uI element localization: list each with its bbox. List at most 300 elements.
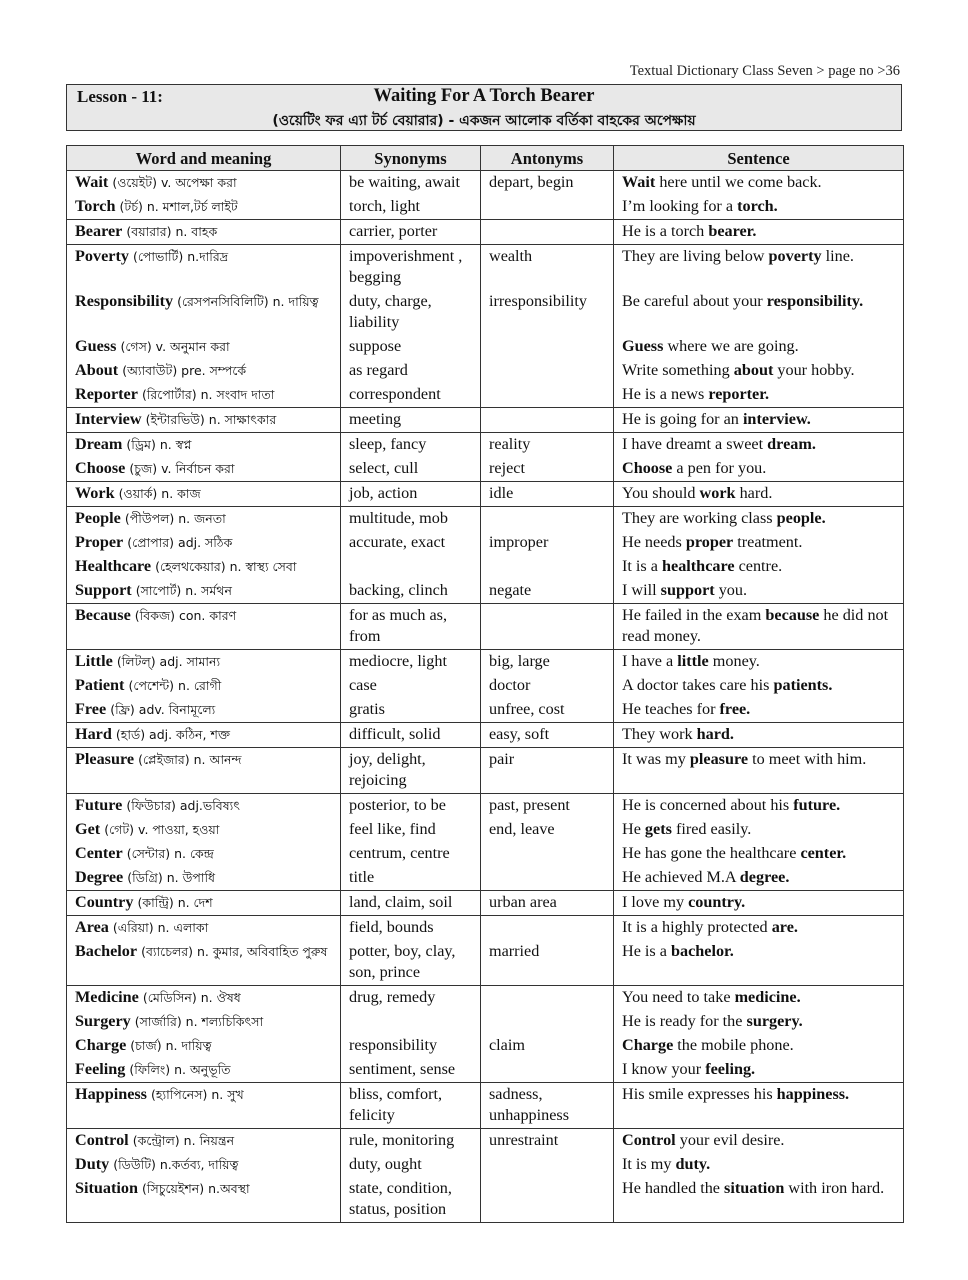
table-row bbox=[67, 220, 904, 245]
sentence-keyword: bachelor. bbox=[671, 942, 734, 960]
sentence-keyword: dream. bbox=[767, 435, 816, 453]
sentence-text: You need to take bbox=[622, 988, 735, 1006]
sentence-text: money. bbox=[708, 652, 760, 670]
sentence-cell bbox=[614, 359, 904, 383]
bengali-meaning: (লিটল্) adj. সামান্য bbox=[116, 654, 221, 669]
table-row bbox=[67, 555, 904, 579]
table-row bbox=[67, 818, 904, 842]
sentence-cell bbox=[614, 1083, 904, 1129]
antonyms-cell bbox=[481, 604, 614, 650]
table-row bbox=[67, 866, 904, 891]
word: Because bbox=[75, 606, 131, 624]
word: Future bbox=[75, 796, 123, 814]
table-header-row bbox=[67, 146, 904, 171]
synonyms-cell bbox=[341, 1010, 481, 1034]
sentence-keyword: torch. bbox=[737, 197, 778, 215]
synonyms-cell: case bbox=[341, 674, 481, 698]
sentence-text: hard. bbox=[735, 484, 773, 502]
sentence-cell bbox=[614, 245, 904, 291]
table-row bbox=[67, 579, 904, 604]
bengali-meaning: (ফিলিং) n. অনুভূতি bbox=[129, 1062, 231, 1077]
word-cell bbox=[67, 457, 341, 482]
antonyms-cell: pair bbox=[481, 748, 614, 794]
synonyms-cell: mediocre, light bbox=[341, 650, 481, 675]
sentence-cell bbox=[614, 674, 904, 698]
antonyms-cell: irresponsibility bbox=[481, 290, 614, 335]
table-row bbox=[67, 986, 904, 1011]
bengali-meaning: (রিপোর্টার) n. সংবাদ দাতা bbox=[141, 387, 275, 402]
bengali-meaning: (রেসপনসিবিলিটি) n. দায়িত্ব bbox=[177, 294, 319, 309]
antonyms-cell: wealth bbox=[481, 245, 614, 291]
synonyms-cell: difficult, solid bbox=[341, 723, 481, 748]
word-cell bbox=[67, 1177, 341, 1223]
sentence-cell bbox=[614, 1129, 904, 1154]
word-cell bbox=[67, 1129, 341, 1154]
bengali-meaning: (হ্যাপিনেস) n. সুখ bbox=[151, 1087, 244, 1102]
synonyms-cell: be waiting, await bbox=[341, 171, 481, 196]
bengali-meaning: (পীউপল) n. জনতা bbox=[124, 511, 226, 526]
synonyms-cell: drug, remedy bbox=[341, 986, 481, 1011]
word: Healthcare bbox=[75, 557, 152, 575]
antonyms-cell bbox=[481, 359, 614, 383]
word: Country bbox=[75, 893, 134, 911]
sentence-keyword: degree. bbox=[739, 868, 790, 886]
sentence-cell bbox=[614, 986, 904, 1011]
antonyms-cell: married bbox=[481, 940, 614, 986]
bengali-meaning: (গেট) v. পাওয়া, হওয়া bbox=[104, 822, 220, 837]
sentence-keyword: Choose bbox=[622, 459, 673, 477]
word-cell bbox=[67, 940, 341, 986]
table-row bbox=[67, 383, 904, 408]
antonyms-cell: big, large bbox=[481, 650, 614, 675]
sentence-cell bbox=[614, 335, 904, 359]
sentence-keyword: are. bbox=[771, 918, 798, 936]
sentence-text: He needs bbox=[622, 533, 686, 551]
table-row bbox=[67, 359, 904, 383]
sentence-keyword: Charge bbox=[622, 1036, 674, 1054]
antonyms-cell: sadness, unhappiness bbox=[481, 1083, 614, 1129]
synonyms-cell: duty, ought bbox=[341, 1153, 481, 1177]
sentence-text: You should bbox=[622, 484, 700, 502]
bengali-meaning: (টর্চ) n. মশাল,টর্চ লাইট bbox=[119, 199, 238, 214]
word-cell bbox=[67, 245, 341, 291]
word: Get bbox=[75, 820, 101, 838]
sentence-keyword: Control bbox=[622, 1131, 676, 1149]
sentence-text: fired easily. bbox=[671, 820, 752, 838]
bengali-meaning: (ওয়েইট) v. অপেক্ষা করা bbox=[112, 175, 237, 190]
antonyms-cell bbox=[481, 220, 614, 245]
sentence-keyword: patients. bbox=[773, 676, 833, 694]
table-row bbox=[67, 335, 904, 359]
synonyms-cell: duty, charge, liability bbox=[341, 290, 481, 335]
table-row bbox=[67, 1129, 904, 1154]
antonyms-cell: unrestraint bbox=[481, 1129, 614, 1154]
word-cell bbox=[67, 433, 341, 458]
sentence-cell bbox=[614, 195, 904, 220]
sentence-keyword: interview. bbox=[742, 410, 811, 428]
bengali-meaning: (সেন্টার) n. কেন্দ্র bbox=[126, 846, 214, 861]
word-cell bbox=[67, 555, 341, 579]
word-cell bbox=[67, 482, 341, 507]
sentence-keyword: medicine. bbox=[734, 988, 801, 1006]
word: Proper bbox=[75, 533, 124, 551]
word-cell bbox=[67, 891, 341, 916]
word: Free bbox=[75, 700, 107, 718]
antonyms-cell bbox=[481, 1177, 614, 1223]
synonyms-cell: backing, clinch bbox=[341, 579, 481, 604]
synonyms-cell: impoverishment , begging bbox=[341, 245, 481, 291]
synonyms-cell: bliss, comfort, felicity bbox=[341, 1083, 481, 1129]
word-cell bbox=[67, 1083, 341, 1129]
word: Wait bbox=[75, 173, 109, 191]
table-body bbox=[67, 171, 904, 1223]
table-row bbox=[67, 531, 904, 555]
antonyms-cell: improper bbox=[481, 531, 614, 555]
lesson-title: Waiting For A Torch Bearer bbox=[373, 86, 595, 106]
bengali-meaning: (কন্ট্রোল) n. নিয়ন্ত্রন bbox=[132, 1133, 235, 1148]
word: Duty bbox=[75, 1155, 110, 1173]
word-cell bbox=[67, 1058, 341, 1083]
sentence-keyword: because bbox=[765, 606, 820, 624]
sentence-cell bbox=[614, 408, 904, 433]
antonyms-cell bbox=[481, 916, 614, 941]
sentence-text: He is a bbox=[622, 942, 671, 960]
sentence-cell bbox=[614, 604, 904, 650]
sentence-text: It is a bbox=[622, 557, 663, 575]
antonyms-cell bbox=[481, 842, 614, 866]
bengali-meaning: (ড্রিম) n. স্বপ্ন bbox=[126, 437, 192, 452]
sentence-text: the mobile phone. bbox=[673, 1036, 794, 1054]
antonyms-cell: unfree, cost bbox=[481, 698, 614, 723]
bengali-meaning: (ফ্রি) adv. বিনামূল্যে bbox=[110, 702, 216, 717]
sentence-text: He bbox=[622, 820, 645, 838]
word: Torch bbox=[75, 197, 116, 215]
sentence-keyword: surgery. bbox=[746, 1012, 803, 1030]
synonyms-cell: torch, light bbox=[341, 195, 481, 220]
sentence-keyword: poverty bbox=[768, 247, 822, 265]
sentence-text: to meet with him. bbox=[748, 750, 867, 768]
sentence-text: I know your bbox=[622, 1060, 706, 1078]
word-cell bbox=[67, 171, 341, 196]
word: Bearer bbox=[75, 222, 123, 240]
antonyms-cell: negate bbox=[481, 579, 614, 604]
synonyms-cell: accurate, exact bbox=[341, 531, 481, 555]
bengali-meaning: (মেডিসিন) n. ঔষধ bbox=[142, 990, 241, 1005]
antonyms-cell bbox=[481, 1058, 614, 1083]
sentence-text: He is concerned about his bbox=[622, 796, 794, 814]
bengali-meaning: (ব্যাচেলর) n. কুমার, অবিবাহিত পুরুষ bbox=[141, 944, 328, 959]
synonyms-cell: meeting bbox=[341, 408, 481, 433]
bengali-meaning: (হেলথকেয়ার) n. স্বাস্থ্য সেবা bbox=[155, 559, 297, 574]
bengali-meaning: (অ্যাবাউট) pre. সম্পর্কে bbox=[122, 363, 247, 378]
antonyms-cell: reject bbox=[481, 457, 614, 482]
table-row bbox=[67, 408, 904, 433]
antonyms-cell: urban area bbox=[481, 891, 614, 916]
antonyms-cell: doctor bbox=[481, 674, 614, 698]
word-cell bbox=[67, 794, 341, 819]
sentence-cell bbox=[614, 579, 904, 604]
sentence-cell bbox=[614, 1034, 904, 1058]
antonyms-cell: past, present bbox=[481, 794, 614, 819]
synonyms-cell: potter, boy, clay, son, prince bbox=[341, 940, 481, 986]
synonyms-cell: suppose bbox=[341, 335, 481, 359]
sentence-keyword: about bbox=[733, 361, 774, 379]
word-cell bbox=[67, 335, 341, 359]
sentence-text: He is ready for the bbox=[622, 1012, 747, 1030]
sentence-keyword: future. bbox=[793, 796, 841, 814]
synonyms-cell: as regard bbox=[341, 359, 481, 383]
antonyms-cell: end, leave bbox=[481, 818, 614, 842]
word: About bbox=[75, 361, 119, 379]
sentence-text: where we are going. bbox=[663, 337, 799, 355]
word-cell bbox=[67, 1010, 341, 1034]
table-row bbox=[67, 916, 904, 941]
word: Guess bbox=[75, 337, 117, 355]
word: Area bbox=[75, 918, 109, 936]
word-cell bbox=[67, 531, 341, 555]
sentence-text: Be careful about your bbox=[622, 292, 767, 310]
sentence-keyword: country. bbox=[688, 893, 746, 911]
synonyms-cell bbox=[341, 555, 481, 579]
synonyms-cell: title bbox=[341, 866, 481, 891]
sentence-cell bbox=[614, 916, 904, 941]
table-row bbox=[67, 457, 904, 482]
sentence-keyword: support bbox=[660, 581, 715, 599]
sentence-keyword: pleasure bbox=[689, 750, 749, 768]
sentence-cell bbox=[614, 383, 904, 408]
bengali-meaning: (ওয়ার্ক) n. কাজ bbox=[118, 486, 201, 501]
table-row bbox=[67, 1010, 904, 1034]
antonyms-cell bbox=[481, 383, 614, 408]
word: Dream bbox=[75, 435, 123, 453]
sentence-keyword: feeling. bbox=[705, 1060, 756, 1078]
word-cell bbox=[67, 748, 341, 794]
word-cell bbox=[67, 1034, 341, 1058]
synonyms-cell: feel like, find bbox=[341, 818, 481, 842]
word-cell bbox=[67, 408, 341, 433]
bengali-meaning: (প্রোপার) adj. সঠিক bbox=[127, 535, 233, 550]
sentence-cell bbox=[614, 555, 904, 579]
bengali-meaning: (চার্জ) n. দায়িত্ব bbox=[130, 1038, 212, 1053]
column-header-synonyms: Synonyms bbox=[341, 146, 481, 171]
sentence-text: He is going for an bbox=[622, 410, 743, 428]
sentence-keyword: happiness. bbox=[776, 1085, 850, 1103]
sentence-cell bbox=[614, 842, 904, 866]
sentence-keyword: center. bbox=[800, 844, 847, 862]
word: Degree bbox=[75, 868, 124, 886]
word-cell bbox=[67, 290, 341, 335]
word: Poverty bbox=[75, 247, 129, 265]
bengali-meaning: (কান্ট্রি) n. দেশ bbox=[137, 895, 213, 910]
sentence-cell bbox=[614, 433, 904, 458]
word: Choose bbox=[75, 459, 126, 477]
synonyms-cell: sleep, fancy bbox=[341, 433, 481, 458]
sentence-text: He is a torch bbox=[622, 222, 709, 240]
bengali-meaning: (ফিউচার) adj.ভবিষ্যৎ bbox=[126, 798, 240, 813]
word: Reporter bbox=[75, 385, 138, 403]
sentence-cell bbox=[614, 171, 904, 196]
table-row bbox=[67, 604, 904, 650]
sentence-text: Write something bbox=[622, 361, 734, 379]
word-cell bbox=[67, 220, 341, 245]
table-row bbox=[67, 245, 904, 291]
word: Support bbox=[75, 581, 132, 599]
word-cell bbox=[67, 818, 341, 842]
sentence-cell bbox=[614, 220, 904, 245]
column-header-antonyms: Antonyms bbox=[481, 146, 614, 171]
antonyms-cell bbox=[481, 1010, 614, 1034]
synonyms-cell: multitude, mob bbox=[341, 507, 481, 532]
antonyms-cell: easy, soft bbox=[481, 723, 614, 748]
sentence-keyword: responsibility. bbox=[766, 292, 864, 310]
sentence-cell bbox=[614, 748, 904, 794]
table-row bbox=[67, 433, 904, 458]
word: Feeling bbox=[75, 1060, 126, 1078]
word: Happiness bbox=[75, 1085, 147, 1103]
table-row bbox=[67, 723, 904, 748]
sentence-keyword: healthcare bbox=[662, 557, 735, 575]
sentence-cell bbox=[614, 1058, 904, 1083]
sentence-text: a pen for you. bbox=[672, 459, 767, 477]
synonyms-cell: rule, monitoring bbox=[341, 1129, 481, 1154]
synonyms-cell: field, bounds bbox=[341, 916, 481, 941]
page-reference: Textual Dictionary Class Seven > page no >36 bbox=[629, 63, 900, 79]
sentence-text: It was my bbox=[622, 750, 690, 768]
antonyms-cell: claim bbox=[481, 1034, 614, 1058]
word-cell bbox=[67, 604, 341, 650]
word-cell bbox=[67, 674, 341, 698]
table-row bbox=[67, 891, 904, 916]
synonyms-cell: joy, delight, rejoicing bbox=[341, 748, 481, 794]
antonyms-cell bbox=[481, 866, 614, 891]
word-cell bbox=[67, 866, 341, 891]
table-row bbox=[67, 1083, 904, 1129]
sentence-cell bbox=[614, 507, 904, 532]
sentence-text: I will bbox=[622, 581, 661, 599]
sentence-cell bbox=[614, 818, 904, 842]
word: Patient bbox=[75, 676, 125, 694]
lesson-header bbox=[66, 84, 902, 131]
word: Little bbox=[75, 652, 113, 670]
antonyms-cell bbox=[481, 507, 614, 532]
bengali-meaning: (প্লেইজার) n. আনন্দ bbox=[138, 752, 242, 767]
table-row bbox=[67, 195, 904, 220]
synonyms-cell: sentiment, sense bbox=[341, 1058, 481, 1083]
sentence-text: your hobby. bbox=[773, 361, 855, 379]
sentence-text: centre. bbox=[734, 557, 783, 575]
word: Situation bbox=[75, 1179, 138, 1197]
sentence-text: He teaches for bbox=[622, 700, 720, 718]
word-cell bbox=[67, 650, 341, 675]
sentence-text: They are living below bbox=[622, 247, 769, 265]
column-header-sentence: Sentence bbox=[614, 146, 904, 171]
sentence-cell bbox=[614, 531, 904, 555]
sentence-keyword: gets bbox=[644, 820, 672, 838]
lesson-number: Lesson - 11: bbox=[77, 87, 163, 106]
synonyms-cell: select, cull bbox=[341, 457, 481, 482]
synonyms-cell: state, condition, status, position bbox=[341, 1177, 481, 1223]
bengali-meaning: (বিকজ) con. কারণ bbox=[134, 608, 237, 623]
antonyms-cell bbox=[481, 1153, 614, 1177]
word-cell bbox=[67, 507, 341, 532]
sentence-cell bbox=[614, 891, 904, 916]
sentence-cell bbox=[614, 940, 904, 986]
sentence-text: I have dreamt a sweet bbox=[622, 435, 768, 453]
word-cell bbox=[67, 698, 341, 723]
table-row bbox=[67, 940, 904, 986]
word-cell bbox=[67, 195, 341, 220]
sentence-text: He failed in the exam bbox=[622, 606, 766, 624]
sentence-cell bbox=[614, 482, 904, 507]
table-row bbox=[67, 842, 904, 866]
table-row bbox=[67, 674, 904, 698]
antonyms-cell: idle bbox=[481, 482, 614, 507]
table-row bbox=[67, 1153, 904, 1177]
synonyms-cell: centrum, centre bbox=[341, 842, 481, 866]
sentence-text: It is a highly protected bbox=[622, 918, 772, 936]
sentence-keyword: free. bbox=[719, 700, 751, 718]
sentence-cell bbox=[614, 1153, 904, 1177]
sentence-text: your evil desire. bbox=[675, 1131, 785, 1149]
table-row bbox=[67, 794, 904, 819]
synonyms-cell: gratis bbox=[341, 698, 481, 723]
sentence-text: It is my bbox=[622, 1155, 676, 1173]
sentence-text: His smile expresses his bbox=[622, 1085, 777, 1103]
sentence-keyword: work bbox=[699, 484, 736, 502]
word-cell bbox=[67, 1153, 341, 1177]
antonyms-cell bbox=[481, 408, 614, 433]
sentence-text: I have a bbox=[622, 652, 678, 670]
antonyms-cell: depart, begin bbox=[481, 171, 614, 196]
bengali-meaning: (হার্ড) adj. কঠিন, শক্ত bbox=[115, 727, 231, 742]
table-row bbox=[67, 1034, 904, 1058]
sentence-cell bbox=[614, 1177, 904, 1223]
sentence-text: They are working class bbox=[622, 509, 777, 527]
bengali-meaning: (সার্জারি) n. শল্যচিকিৎসা bbox=[134, 1014, 264, 1029]
bengali-meaning: (সাপোর্ট) n. সর্মথন bbox=[135, 583, 232, 598]
table-row bbox=[67, 650, 904, 675]
word-cell bbox=[67, 383, 341, 408]
sentence-text: They work bbox=[622, 725, 697, 743]
sentence-text: he did not read money. bbox=[622, 606, 889, 645]
word: Surgery bbox=[75, 1012, 131, 1030]
word-cell bbox=[67, 723, 341, 748]
table-row bbox=[67, 171, 904, 196]
word-cell bbox=[67, 986, 341, 1011]
sentence-cell bbox=[614, 794, 904, 819]
word-cell bbox=[67, 842, 341, 866]
synonyms-cell: carrier, porter bbox=[341, 220, 481, 245]
word-cell bbox=[67, 579, 341, 604]
table-row bbox=[67, 290, 904, 335]
word: Hard bbox=[75, 725, 112, 743]
word: People bbox=[75, 509, 121, 527]
bengali-meaning: (এরিয়া) n. এলাকা bbox=[112, 920, 209, 935]
synonyms-cell: job, action bbox=[341, 482, 481, 507]
sentence-text: you. bbox=[714, 581, 748, 599]
bengali-meaning: (ডিউটি) n.কর্তব্য, দায়িত্ব bbox=[113, 1157, 239, 1172]
word-cell bbox=[67, 359, 341, 383]
bengali-meaning: (গেস) v. অনুমান করা bbox=[120, 339, 230, 354]
sentence-text: He handled the bbox=[622, 1179, 725, 1197]
sentence-text: He achieved M.A bbox=[622, 868, 740, 886]
table-row bbox=[67, 698, 904, 723]
sentence-keyword: hard. bbox=[696, 725, 734, 743]
sentence-keyword: situation bbox=[724, 1179, 785, 1197]
bengali-meaning: (পোভার্টি) n.দারিদ্র bbox=[132, 249, 229, 264]
sentence-keyword: people. bbox=[776, 509, 826, 527]
antonyms-cell bbox=[481, 335, 614, 359]
